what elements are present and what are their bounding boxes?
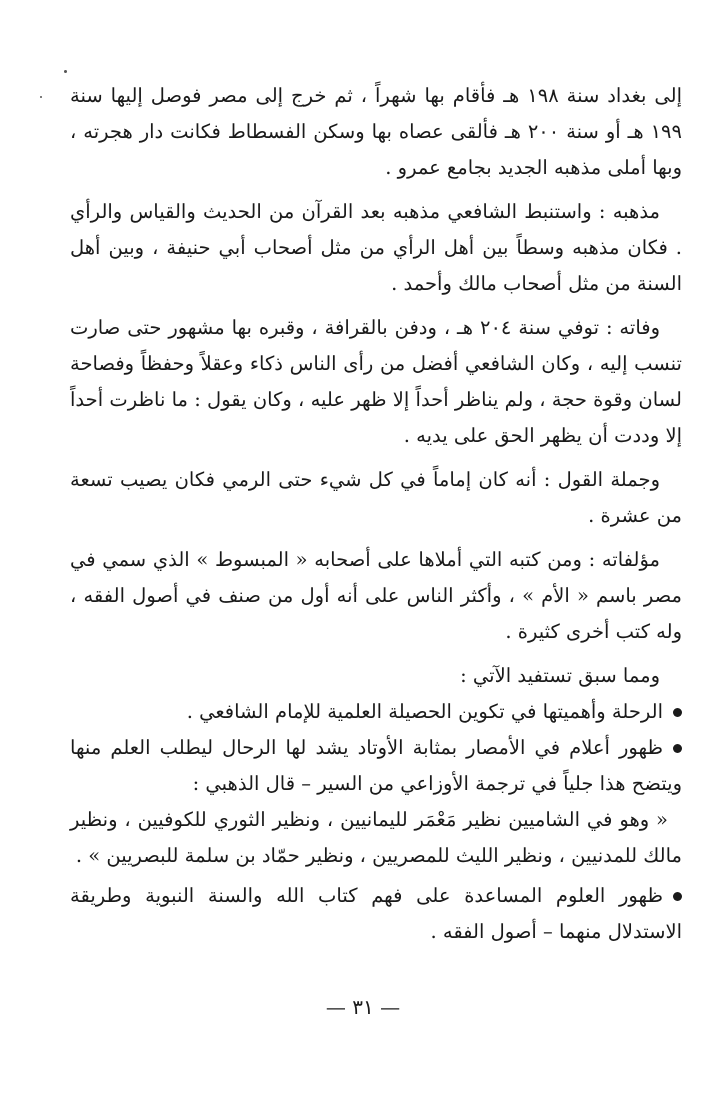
bullet-item: [70, 694, 682, 730]
bullet-dot-icon: [673, 744, 682, 753]
scan-speck: [40, 96, 42, 98]
bullet-dot-icon: [673, 708, 682, 717]
bullet-item: [70, 730, 682, 802]
bullet-item: [70, 878, 682, 950]
paragraph-madhhab: مذهبه : واستنبط الشافعي مذهبه بعد القرآن من الحديث والقياس والرأي . فكان مذهبه وسطاً بين أهل الرأي من مثل أصحاب أبي حنيفة ، وبين أهل السنة من مثل أصحاب مالك وأحمد .: [70, 200, 682, 295]
scan-speck: [64, 70, 67, 73]
paragraph-muallafat: مؤلفاته : ومن كتبه التي أملاها على أصحابه « المبسوط » الذي سمي في مصر باسم « الأم » ، وأكثر الناس على أنه أول من صنف في أصول الفقه ، وله كتب أخرى كثيرة .: [70, 548, 682, 643]
document-page: [70, 78, 682, 950]
page-number: — ٣١ —: [325, 995, 401, 1019]
paragraph-jumla: وجملة القول : أنه كان إماماً في كل شيء حتى الرمي فكان يصيب تسعة من عشرة .: [70, 468, 682, 527]
dhahabi-quote: « وهو في الشاميين نظير مَعْمَر لليمانيين ، ونظير الثوري للكوفيين ، ونظير مالك للمدنيين ، ونظير الليث للمصريين ، ونظير حمّاد بن سلمة للبصريين » .: [70, 808, 682, 867]
bullet-text: ظهور العلوم المساعدة على فهم كتاب الله والسنة النبوية وطريقة الاستدلال منهما – أصول الفقه .: [70, 884, 682, 943]
bullet-text: الرحلة وأهميتها في تكوين الحصيلة العلمية للإمام الشافعي .: [186, 700, 663, 723]
paragraph-wafat: وفاته : توفي سنة ٢٠٤ هـ ، ودفن بالقرافة ، وقبره بها مشهور حتى صارت تنسب إليه ، وكان الشافعي أفضل من رأى الناس ذكاء وعقلاً وحفظاً وفصاحة لسان وقوة حجة ، ولم يناظر أحداً إلا ظهر عليه ، وكان يقول : ما ناظرت أحداً إلا وددت أن يظهر الحق على يديه .: [70, 316, 682, 447]
paragraph-lessons-intro: ومما سبق تستفيد الآتي :: [460, 664, 660, 687]
paragraph-intro: إلى بغداد سنة ١٩٨ هـ فأقام بها شهراً ، ثم خرج إلى مصر فوصل إليها سنة ١٩٩ هـ أو سنة ٢٠٠ هـ فألقى عصاه بها وسكن الفسطاط فكانت دار هجرته ، وبها أملى مذهبه الجديد بجامع عمرو .: [70, 84, 682, 179]
bullet-dot-icon: [673, 892, 682, 901]
bullet-text: ظهور أعلام في الأمصار بمثابة الأوتاد يشد لها الرحال ليطلب العلم منها ويتضح هذا جلياً في ترجمة الأوزاعي من السير – قال الذهبي :: [70, 736, 682, 795]
